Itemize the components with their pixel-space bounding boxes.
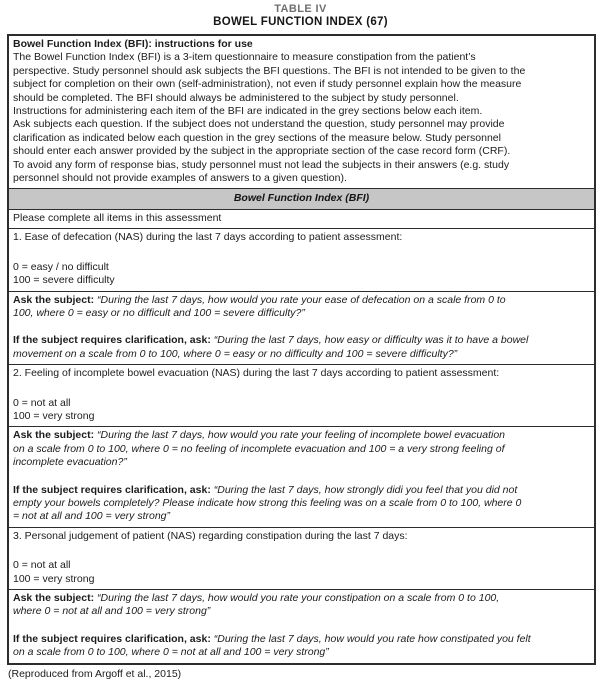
anchor-high: 100 = very strong	[13, 409, 95, 422]
instructions-line: Ask subjects each question. If the subject does not understand the question, study personnel may provide	[13, 118, 505, 131]
anchor-high: 100 = severe difficulty	[13, 274, 115, 287]
anchor-low: 0 = not at all	[13, 396, 71, 409]
section-header-band: Bowel Function Index (BFI)	[9, 188, 594, 208]
anchor-low: 0 = not at all	[13, 559, 71, 572]
clarify-label: If the subject requires clarification, ask:	[13, 483, 211, 496]
ask-quote: “During the last 7 days, how would you rate your ease of defecation on a scale from 0 to	[97, 293, 506, 306]
item-question: 3. Personal judgement of patient (NAS) regarding constipation during the last 7 days:	[13, 529, 408, 542]
ask-block	[13, 294, 590, 321]
item-question: 1. Ease of defecation (NAS) during the last 7 days according to patient assessment:	[13, 231, 403, 244]
instructions-line: The Bowel Function Index (BFI) is a 3-item questionnaire to measure constipation from the patient’s	[13, 51, 476, 64]
ask-quote: incomplete evacuation?”	[13, 456, 127, 469]
ask-quote: “During the last 7 days, how would you rate your constipation on a scale from 0 to 100,	[97, 592, 500, 604]
instructions-line: personnel should not provide examples of answers to a given question).	[13, 172, 347, 185]
item-1-question-cell	[9, 228, 594, 290]
clarify-quote: “During the last 7 days, how easy or difficulty was it to have a bowel	[213, 334, 529, 347]
clarify-quote: movement on a scale from 0 to 100, where 0 = easy or no difficulty and 100 = severe difficulty?”	[13, 347, 458, 360]
anchor-high: 100 = very strong	[13, 572, 95, 585]
ask-quote: “During the last 7 days, how would you rate your feeling of incomplete bowel evacuation	[97, 429, 506, 442]
ask-block	[13, 429, 590, 469]
ask-label: Ask the subject:	[13, 429, 95, 442]
clarify-quote: on a scale from 0 to 100, where 0 = not at all and 100 = very strong”	[13, 646, 329, 659]
instructions-line: Instructions for administering each item of the BFI are indicated in the grey sections below each item.	[13, 105, 483, 118]
clarify-block	[13, 633, 590, 660]
item-anchors	[13, 559, 590, 586]
item-3-question-cell	[9, 527, 594, 589]
item-question: 2. Feeling of incomplete bowel evacuation (NAS) during the last 7 days according to patient assessment:	[13, 367, 500, 380]
clarify-label: If the subject requires clarification, ask:	[13, 334, 211, 347]
instructions-line: subject for completion on their own (self-administration), not even if study personnel explain how the measure	[13, 78, 522, 91]
table-title: BOWEL FUNCTION INDEX (67)	[213, 16, 388, 28]
instructions-heading: Bowel Function Index (BFI): instructions for use	[13, 38, 253, 50]
clarify-quote: = not at all and 100 = very strong”	[13, 510, 171, 523]
clarify-quote: “During the last 7 days, how strongly didi you feel that you did not	[213, 483, 518, 496]
table-number: TABLE IV	[274, 3, 327, 15]
ask-label: Ask the subject:	[13, 592, 95, 604]
instructions-line: perspective. Study personnel should ask subjects the BFI questions. The BFI is not intended to be given to the	[13, 64, 526, 77]
table-caption	[7, 3, 594, 29]
ask-label: Ask the subject:	[13, 293, 95, 306]
item-2-question-cell	[9, 364, 594, 426]
ask-block	[13, 592, 590, 619]
instructions-line: should enter each answer provided by the subject in the appropriate section of the case record form (CRF).	[13, 145, 511, 158]
anchor-low: 0 = easy / no difficult	[13, 260, 109, 273]
source-attribution: (Reproduced from Argoff et al., 2015)	[8, 667, 182, 680]
assessment-note-cell: Please complete all items in this assessment	[9, 209, 594, 228]
instructions-line: should be completed. The BFI should always be administered to the subject by study personnel.	[13, 91, 459, 104]
clarify-quote: “During the last 7 days, how would you rate how constipated you felt	[213, 632, 531, 645]
clarify-block	[13, 334, 590, 361]
item-2-instructions-cell	[9, 426, 594, 526]
clarify-label: If the subject requires clarification, ask:	[13, 632, 211, 645]
instructions-cell	[9, 36, 594, 188]
ask-quote: 100, where 0 = easy or no difficult and 100 = severe difficulty?”	[13, 306, 305, 319]
ask-quote: where 0 = not at all and 100 = very strong”	[13, 605, 211, 618]
clarify-block	[13, 484, 590, 524]
item-anchors	[13, 261, 590, 288]
bfi-table	[7, 34, 596, 665]
item-anchors	[13, 397, 590, 424]
clarify-quote: empty your bowels completely? Please indicate how strong this feeling was on a scale from 0 to 100, where 0	[13, 496, 522, 509]
item-1-instructions-cell	[9, 291, 594, 365]
instructions-line: To avoid any form of response bias, study personnel must not lead the subjects in their answers (e.g. study	[13, 158, 510, 171]
ask-quote: on a scale from 0 to 100, where 0 = no feeling of incomplete evacuation and 100 = a very strong feeling of	[13, 442, 505, 455]
instructions-line: clarification as indicated below each question in the grey sections of the measure below. Study personnel	[13, 131, 501, 144]
item-3-instructions-cell	[9, 589, 594, 663]
